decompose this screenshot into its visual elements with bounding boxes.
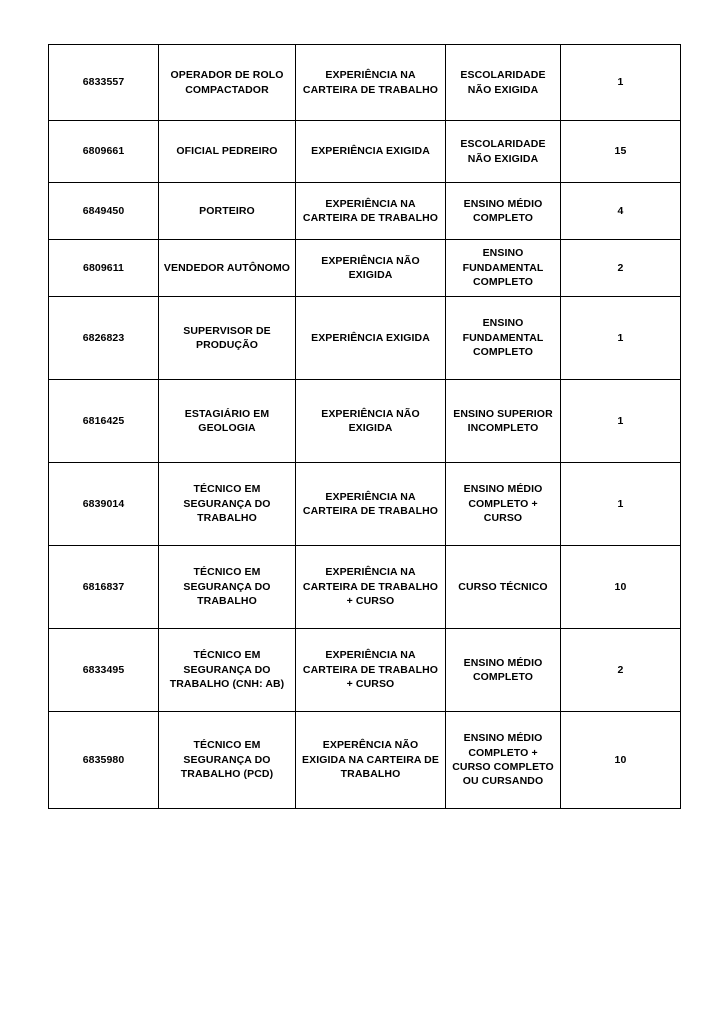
cell-education: ESCOLARIDADE NÃO EXIGIDA — [446, 121, 561, 183]
cell-quantity: 15 — [561, 121, 681, 183]
cell-code: 6833495 — [49, 629, 159, 712]
cell-education: ENSINO MÉDIO COMPLETO + CURSO COMPLETO OU CURSANDO — [446, 712, 561, 809]
cell-quantity: 1 — [561, 45, 681, 121]
cell-role: TÉCNICO EM SEGURANÇA DO TRABALHO — [159, 463, 296, 546]
cell-experience: EXPERIÊNCIA NÃO EXIGIDA — [296, 240, 446, 297]
cell-code: 6816837 — [49, 546, 159, 629]
cell-role: PORTEIRO — [159, 183, 296, 240]
cell-education: ENSINO MÉDIO COMPLETO — [446, 183, 561, 240]
cell-experience: EXPERÊNCIA NÃO EXIGIDA NA CARTEIRA DE TRABALHO — [296, 712, 446, 809]
cell-quantity: 10 — [561, 546, 681, 629]
cell-code: 6833557 — [49, 45, 159, 121]
cell-education: ENSINO FUNDAMENTAL COMPLETO — [446, 297, 561, 380]
cell-experience: EXPERIÊNCIA EXIGIDA — [296, 297, 446, 380]
cell-education: ENSINO MÉDIO COMPLETO — [446, 629, 561, 712]
cell-code: 6816425 — [49, 380, 159, 463]
table-row — [49, 712, 681, 809]
cell-education: ENSINO MÉDIO COMPLETO + CURSO — [446, 463, 561, 546]
cell-code: 6809611 — [49, 240, 159, 297]
cell-quantity: 1 — [561, 463, 681, 546]
cell-quantity: 1 — [561, 380, 681, 463]
cell-experience: EXPERIÊNCIA NA CARTEIRA DE TRABALHO + CURSO — [296, 629, 446, 712]
cell-experience: EXPERIÊNCIA NA CARTEIRA DE TRABALHO — [296, 45, 446, 121]
vacancy-table-body — [49, 45, 681, 809]
table-row — [49, 121, 681, 183]
table-row — [49, 183, 681, 240]
cell-role: TÉCNICO EM SEGURANÇA DO TRABALHO (CNH: AB) — [159, 629, 296, 712]
cell-experience: EXPERIÊNCIA EXIGIDA — [296, 121, 446, 183]
cell-education: ENSINO FUNDAMENTAL COMPLETO — [446, 240, 561, 297]
cell-code: 6809661 — [49, 121, 159, 183]
cell-role: TÉCNICO EM SEGURANÇA DO TRABALHO (PCD) — [159, 712, 296, 809]
cell-quantity: 2 — [561, 240, 681, 297]
cell-role: ESTAGIÁRIO EM GEOLOGIA — [159, 380, 296, 463]
cell-code: 6839014 — [49, 463, 159, 546]
table-row — [49, 240, 681, 297]
cell-role: VENDEDOR AUTÔNOMO — [159, 240, 296, 297]
cell-code: 6835980 — [49, 712, 159, 809]
table-row — [49, 546, 681, 629]
table-row — [49, 380, 681, 463]
cell-quantity: 2 — [561, 629, 681, 712]
cell-quantity: 1 — [561, 297, 681, 380]
cell-experience: EXPERIÊNCIA NÃO EXIGIDA — [296, 380, 446, 463]
table-row — [49, 45, 681, 121]
cell-code: 6849450 — [49, 183, 159, 240]
cell-experience: EXPERIÊNCIA NA CARTEIRA DE TRABALHO — [296, 183, 446, 240]
cell-quantity: 10 — [561, 712, 681, 809]
cell-education: CURSO TÉCNICO — [446, 546, 561, 629]
cell-code: 6826823 — [49, 297, 159, 380]
cell-role: OPERADOR DE ROLO COMPACTADOR — [159, 45, 296, 121]
cell-education: ENSINO SUPERIOR INCOMPLETO — [446, 380, 561, 463]
cell-experience: EXPERIÊNCIA NA CARTEIRA DE TRABALHO — [296, 463, 446, 546]
cell-role: OFICIAL PEDREIRO — [159, 121, 296, 183]
cell-role: SUPERVISOR DE PRODUÇÃO — [159, 297, 296, 380]
table-row — [49, 297, 681, 380]
cell-education: ESCOLARIDADE NÃO EXIGIDA — [446, 45, 561, 121]
cell-experience: EXPERIÊNCIA NA CARTEIRA DE TRABALHO + CURSO — [296, 546, 446, 629]
table-row — [49, 463, 681, 546]
cell-quantity: 4 — [561, 183, 681, 240]
table-row — [49, 629, 681, 712]
cell-role: TÉCNICO EM SEGURANÇA DO TRABALHO — [159, 546, 296, 629]
vacancy-table — [48, 44, 681, 809]
